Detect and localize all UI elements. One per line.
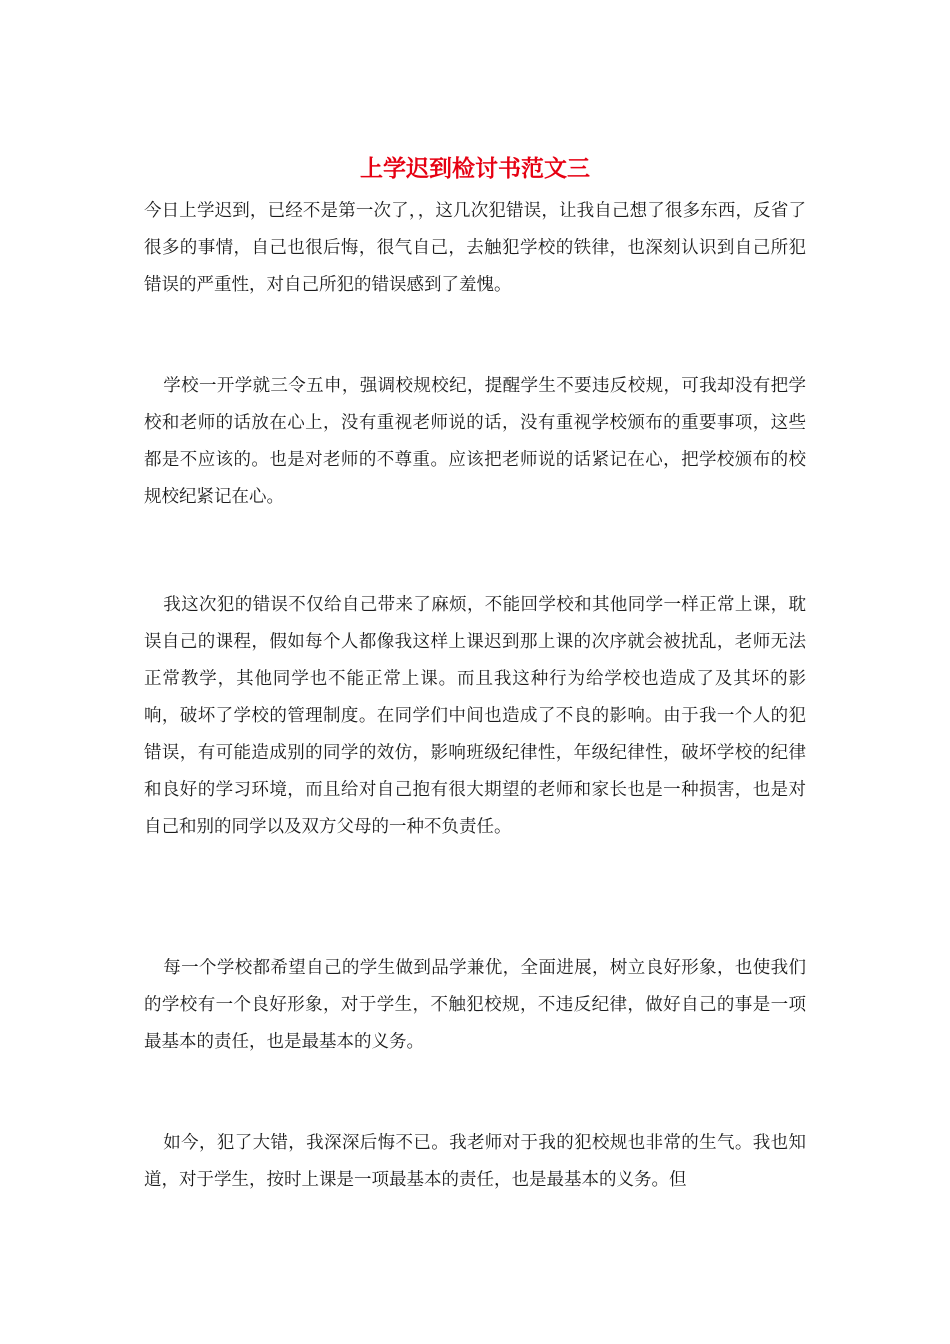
- paragraph-1: 今日上学迟到，已经不是第一次了，，这几次犯错误，让我自己想了很多东西，反省了很多的事情，自己也很后悔，很气自己，去触犯学校的铁律，也深刻认识到自己所犯错误的严重性，对自己所犯的错误感到了羞愧。: [144, 201, 806, 295]
- paragraph-2: 学校一开学就三令五申，强调校规校纪，提醒学生不要违反校规，可我却没有把学校和老师的话放在心上，没有重视老师说的话，没有重视学校颁布的重要事项，这些都是不应该的。也是对老师的不尊重。应该把老师说的话紧记在心，把学校颁布的校规校纪紧记在心。: [144, 376, 806, 507]
- paragraph-5: 如今，犯了大错，我深深后悔不已。我老师对于我的犯校规也非常的生气。我也知道，对于学生，按时上课是一项最基本的责任，也是最基本的义务。但: [144, 1133, 806, 1190]
- paragraph-3: 我这次犯的错误不仅给自己带来了麻烦，不能回学校和其他同学一样正常上课，耽误自己的课程，假如每个人都像我这样上课迟到那上课的次序就会被扰乱，老师无法正常教学，其他同学也不能正常上课。而且我这种行为给学校也造成了及其坏的影响，破坏了学校的管理制度。在同学们中间也造成了不良的影响。由于我一个人的犯错误，有可能造成别的同学的效仿，影响班级纪律性，年级纪律性，破坏学校的纪律和良好的学习环境，而且给对自己抱有很大期望的老师和家长也是一种损害，也是对自己和别的同学以及双方父母的一种不负责任。: [144, 595, 806, 837]
- paragraph-4: 每一个学校都希望自己的学生做到品学兼优，全面进展，树立良好形象，也使我们的学校有一个良好形象，对于学生，不触犯校规，不违反纪律，做好自己的事是一项最基本的责任，也是最基本的义务。: [144, 958, 806, 1052]
- document-title: 上学迟到检讨书范文三: [360, 155, 590, 182]
